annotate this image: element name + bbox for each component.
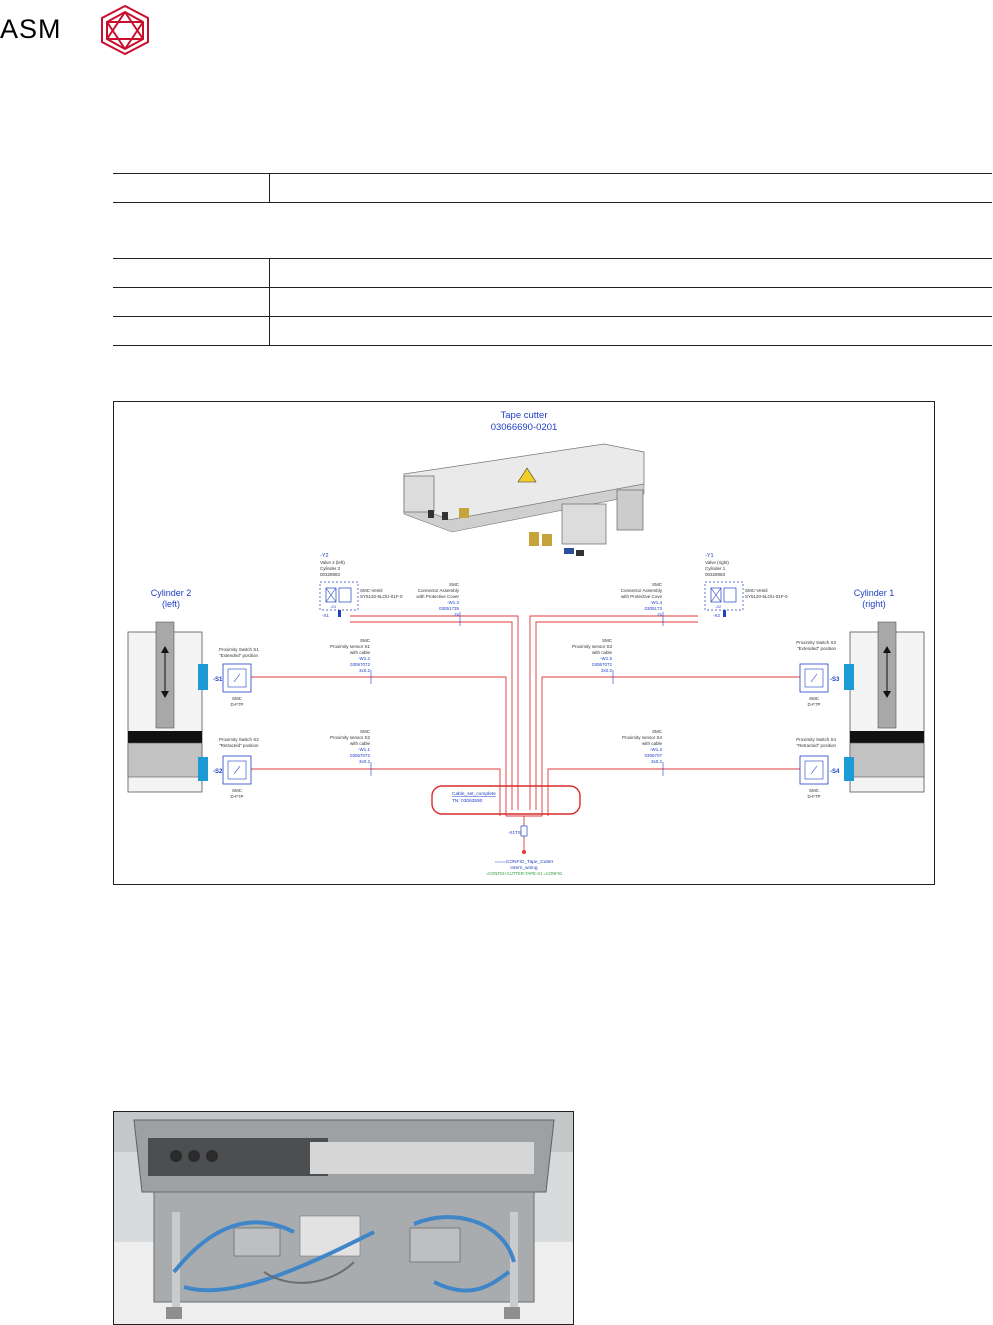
sensor-s3-line2: with cable: [591, 650, 612, 655]
cylinder-left-name: Cylinder 2: [150, 588, 192, 598]
info-table-2: [113, 258, 992, 346]
cable-set-tn: TN: 03063590: [452, 799, 483, 804]
cylinder-right-drawing: [844, 622, 924, 792]
cylinder-left-side: (left): [162, 599, 180, 609]
sensor-s4-pn: 0306707: [644, 753, 662, 758]
switch-s2-model: D-F7P: [230, 794, 244, 799]
switch-s2-vendor: SMC: [232, 788, 242, 793]
sensor-s1-ref: -W1.2: [357, 656, 370, 661]
sensor-s3-pn: 03067072: [591, 662, 612, 667]
sensor-s3-ref: -W1.5: [599, 656, 612, 661]
switch-s3-model: D-F7P: [807, 702, 821, 707]
switch-s4-line1: Proximity Switch S4: [796, 737, 836, 742]
connector-right-qty: 2x: [657, 612, 662, 617]
switch-s3-symbol: [800, 664, 828, 692]
cylinder-right-name: Cylinder 1: [853, 588, 895, 598]
cylinder-right-side: (right): [862, 599, 886, 609]
valve-right-k2: -X2: [713, 613, 721, 618]
sensor-s4-line1: Proximity sensor S4: [621, 735, 662, 740]
valve-left-line1: Valve 2 (left): [320, 560, 345, 565]
valve-left-k2: -X1: [322, 613, 330, 618]
connector-x-label: -X1TS: [508, 830, 521, 835]
switch-s4-tag: -S4: [830, 769, 840, 775]
connector-right-line2: with Protective Cove: [620, 594, 662, 599]
connector-left-line1: Connector Assembly: [417, 588, 459, 593]
diagram-part-number: 03066690-0201: [490, 422, 558, 433]
sensor-s4-qty: 3x0.2: [650, 759, 662, 764]
table-value-cell: [270, 317, 993, 346]
switch-s4-vendor: SMC: [809, 788, 819, 793]
cable-set-name: Cable_set_complete: [452, 792, 496, 797]
table-row: [113, 317, 992, 346]
footer-config: ====CONFIG_Tape_Cutter: [494, 860, 554, 865]
sensor-s2-line1: Proximity sensor S2: [329, 735, 370, 740]
valve-left-line3: 00328983: [320, 572, 341, 577]
switch-s1-model: D-F7P: [230, 702, 244, 707]
company-logo-icon: [96, 4, 154, 56]
connector-x-symbol: [521, 826, 527, 836]
sensor-s3-line1: Proximity sensor S3: [571, 644, 612, 649]
valve-right-vendor: SMC-Ventil: [745, 588, 768, 593]
table-value-cell: [270, 174, 993, 203]
sensor-s1-vendor: SMC: [360, 638, 370, 643]
sensor-s2-vendor: SMC: [360, 729, 370, 734]
switch-s1-line1: Proximity Switch S1: [219, 647, 259, 652]
switch-s2-symbol: [223, 756, 251, 784]
connector-endpoint: [522, 850, 526, 854]
switch-s4-line2: "Retracted" position: [796, 743, 836, 748]
connector-right-line1: Connector Assembly: [620, 588, 662, 593]
switch-s2-line1: Proximity Switch S2: [219, 737, 259, 742]
switch-s1-line2: "Extended" position: [219, 653, 258, 658]
connector-right-vendor: SMC: [652, 582, 662, 587]
switch-s3-vendor: SMC: [809, 696, 819, 701]
valve-left-line2: Cylinder 2: [320, 566, 341, 571]
wiring-diagram-frame: [113, 401, 935, 885]
valve-right-k1: -X2: [715, 604, 722, 609]
valve-right-symbol: [705, 582, 743, 617]
switch-s3-line2: "Extended" position: [797, 646, 836, 651]
diagram-title: Tape cutter: [500, 410, 548, 421]
table-row: [113, 174, 992, 203]
sensor-s2-qty: 3x0.2: [358, 759, 370, 764]
switch-s2-line2: "Retracted" position: [219, 743, 259, 748]
table-label-cell: [113, 259, 270, 288]
hardware-photo-image: [114, 1112, 573, 1324]
sensor-s3-qty: 3x0.2: [600, 668, 612, 673]
table-label-cell: [113, 317, 270, 346]
switch-s4-symbol: [800, 756, 828, 784]
sensor-s1-pn: 03067072: [349, 662, 370, 667]
company-logo-text: ASM: [0, 14, 62, 44]
valve-right-line3: 00328983: [705, 572, 726, 577]
wiring-diagram: [114, 402, 934, 884]
table-label-cell: [113, 174, 270, 203]
valve-right-model: SY5120-5LOU-01F-0: [745, 594, 788, 599]
info-table-1: [113, 173, 992, 203]
wire-harness: [251, 616, 800, 850]
sensor-s3-vendor: SMC: [602, 638, 612, 643]
table-value-cell: [270, 259, 993, 288]
switch-s1-symbol: [223, 664, 251, 692]
connector-right-ref: -W1.4: [649, 600, 662, 605]
table-label-cell: [113, 288, 270, 317]
sensor-s1-line1: Proximity sensor S1: [329, 644, 370, 649]
footer-config-path: =CONFIG+CUTTER-TAPE-X1 =CONFIG: [485, 871, 563, 876]
hardware-photo: [113, 1111, 574, 1325]
tape-cutter-illustration: [404, 444, 644, 556]
sensor-s4-line2: with cable: [641, 741, 662, 746]
sensor-s1-line2: with cable: [349, 650, 370, 655]
connector-left-qty: 2x: [454, 612, 459, 617]
switch-s3-tag: -S3: [830, 677, 840, 683]
sensor-s4-ref: -W1.3: [649, 747, 662, 752]
valve-right-tag: -Y1: [705, 553, 714, 559]
connector-left-vendor: SMC: [449, 582, 459, 587]
switch-s1-tag: -S1: [213, 677, 223, 683]
valve-left-model: SY5120-5LOU-01F-0: [360, 594, 403, 599]
valve-left-tag: -Y2: [320, 553, 329, 559]
sensor-s2-ref: -W1.1: [357, 747, 370, 752]
table-value-cell: [270, 288, 993, 317]
table-row: [113, 259, 992, 288]
switch-s3-line1: Proximity Switch S3: [796, 640, 836, 645]
switch-s4-model: D-F7P: [807, 794, 821, 799]
table-row: [113, 288, 992, 317]
switch-s1-vendor: SMC: [232, 696, 242, 701]
sensor-s4-vendor: SMC: [652, 729, 662, 734]
sensor-s1-qty: 3x0.2: [358, 668, 370, 673]
cylinder-left-drawing: [128, 622, 208, 792]
footer-wiring: intern_wiring: [510, 866, 538, 871]
sensor-s2-line2: with cable: [349, 741, 370, 746]
sensor-s2-pn: 03067072: [349, 753, 370, 758]
valve-right-line2: Cylinder 1: [705, 566, 726, 571]
valve-left-symbol: [320, 582, 358, 617]
valve-left-vendor: SMC-Ventil: [360, 588, 383, 593]
connector-left-line2: with Protective Cover: [416, 594, 459, 599]
connector-left-pn: 03051735: [438, 606, 459, 611]
valve-left-k1: -X1: [330, 604, 337, 609]
connector-left-ref: -W1.3: [446, 600, 459, 605]
switch-s2-tag: -S2: [213, 769, 223, 775]
connector-right-pn: 0305173: [644, 606, 662, 611]
valve-right-line1: Valve (right): [705, 560, 729, 565]
